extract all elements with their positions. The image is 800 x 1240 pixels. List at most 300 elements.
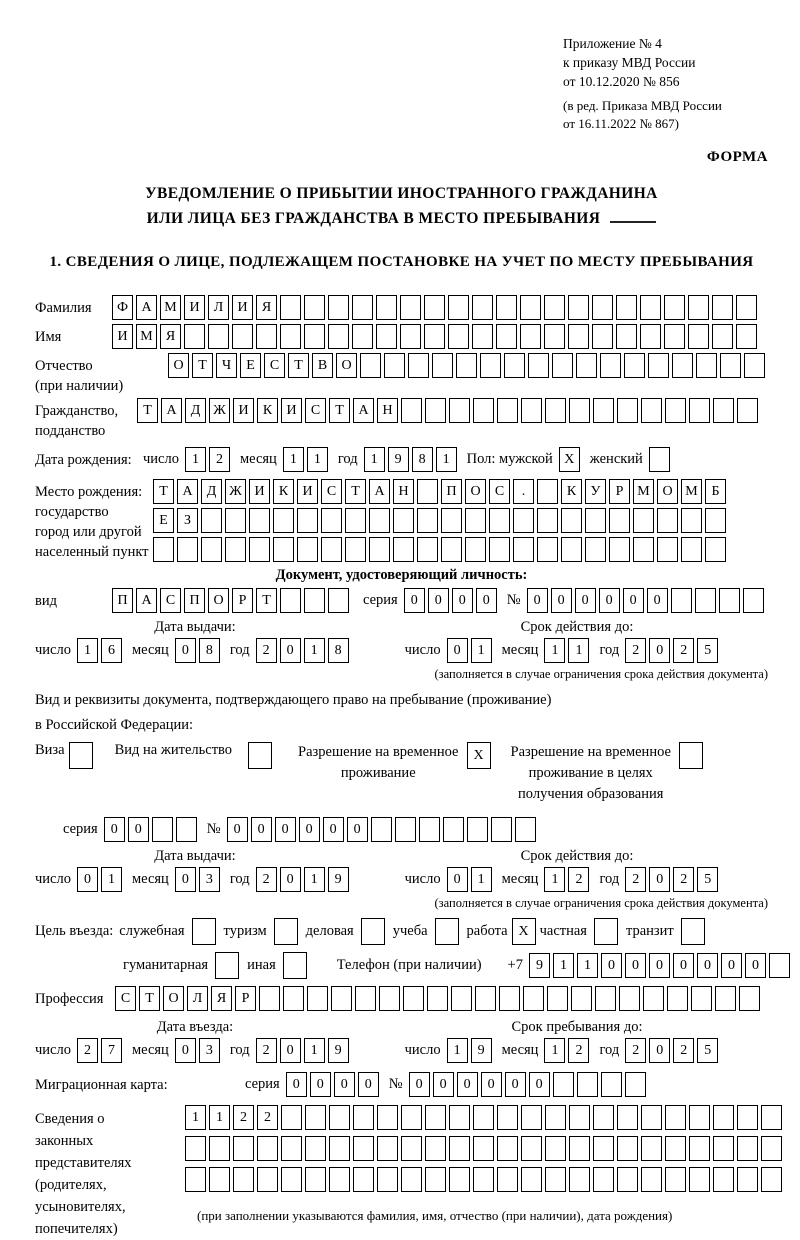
char-cell[interactable] xyxy=(496,295,517,320)
char-cell[interactable] xyxy=(283,986,304,1011)
char-cell[interactable] xyxy=(401,1105,422,1130)
char-cell[interactable]: 9 xyxy=(388,447,409,472)
char-cell[interactable] xyxy=(352,295,373,320)
char-cell[interactable]: 0 xyxy=(280,867,301,892)
char-cell[interactable]: 2 xyxy=(233,1105,254,1130)
char-cell[interactable] xyxy=(641,1136,662,1161)
char-cell[interactable] xyxy=(569,1105,590,1130)
char-cell[interactable] xyxy=(547,986,568,1011)
char-cell[interactable] xyxy=(329,1136,350,1161)
char-cell[interactable]: 0 xyxy=(347,817,368,842)
char-cell[interactable]: 1 xyxy=(304,867,325,892)
char-cell[interactable] xyxy=(665,1136,686,1161)
char-cell[interactable] xyxy=(537,508,558,533)
char-cell[interactable] xyxy=(208,324,229,349)
char-cell[interactable] xyxy=(417,479,438,504)
char-cell[interactable] xyxy=(371,817,392,842)
title-blank-line[interactable] xyxy=(610,207,656,223)
char-cell[interactable] xyxy=(713,1136,734,1161)
char-cell[interactable]: П xyxy=(112,588,133,613)
char-cell[interactable]: 5 xyxy=(697,638,718,663)
char-cell[interactable]: М xyxy=(136,324,157,349)
char-cell[interactable] xyxy=(201,537,222,562)
char-cell[interactable]: 1 xyxy=(471,867,492,892)
char-cell[interactable]: Ч xyxy=(216,353,237,378)
char-cell[interactable]: З xyxy=(177,508,198,533)
char-cell[interactable] xyxy=(480,353,501,378)
char-cell[interactable] xyxy=(451,986,472,1011)
char-cell[interactable] xyxy=(665,398,686,423)
char-cell[interactable]: 5 xyxy=(697,867,718,892)
char-cell[interactable]: 0 xyxy=(649,867,670,892)
char-cell[interactable]: 8 xyxy=(412,447,433,472)
char-cell[interactable]: А xyxy=(369,479,390,504)
char-cell[interactable] xyxy=(257,1167,278,1192)
char-cell[interactable] xyxy=(152,817,173,842)
char-cell[interactable]: С xyxy=(160,588,181,613)
char-cell[interactable] xyxy=(521,1105,542,1130)
char-cell[interactable]: X xyxy=(559,447,580,472)
char-cell[interactable] xyxy=(280,588,301,613)
char-cell[interactable]: Т xyxy=(256,588,277,613)
char-cell[interactable]: Т xyxy=(153,479,174,504)
char-cell[interactable] xyxy=(467,817,488,842)
char-cell[interactable] xyxy=(585,537,606,562)
char-cell[interactable] xyxy=(667,986,688,1011)
char-cell[interactable] xyxy=(472,324,493,349)
char-cell[interactable] xyxy=(664,324,685,349)
char-cell[interactable] xyxy=(545,1105,566,1130)
char-cell[interactable] xyxy=(691,986,712,1011)
char-cell[interactable]: С xyxy=(305,398,326,423)
char-cell[interactable] xyxy=(513,537,534,562)
char-cell[interactable] xyxy=(425,1105,446,1130)
char-cell[interactable]: 3 xyxy=(199,1038,220,1063)
char-cell[interactable]: 0 xyxy=(175,638,196,663)
char-cell[interactable] xyxy=(376,295,397,320)
char-cell[interactable]: Р xyxy=(235,986,256,1011)
char-cell[interactable] xyxy=(577,1072,598,1097)
char-cell[interactable]: Ф xyxy=(112,295,133,320)
char-cell[interactable] xyxy=(713,1167,734,1192)
char-cell[interactable]: . xyxy=(513,479,534,504)
char-cell[interactable] xyxy=(681,508,702,533)
char-cell[interactable] xyxy=(649,447,670,472)
char-cell[interactable]: К xyxy=(257,398,278,423)
char-cell[interactable]: 9 xyxy=(328,1038,349,1063)
char-cell[interactable]: Ж xyxy=(225,479,246,504)
char-cell[interactable] xyxy=(353,1136,374,1161)
char-cell[interactable]: 0 xyxy=(358,1072,379,1097)
char-cell[interactable]: В xyxy=(312,353,333,378)
char-cell[interactable] xyxy=(209,1167,230,1192)
char-cell[interactable]: 1 xyxy=(304,638,325,663)
char-cell[interactable] xyxy=(689,398,710,423)
char-cell[interactable]: 0 xyxy=(251,817,272,842)
char-cell[interactable]: 2 xyxy=(256,638,277,663)
char-cell[interactable] xyxy=(473,1105,494,1130)
char-cell[interactable]: С xyxy=(489,479,510,504)
char-cell[interactable] xyxy=(705,537,726,562)
char-cell[interactable] xyxy=(305,1136,326,1161)
char-cell[interactable]: 0 xyxy=(697,953,718,978)
char-cell[interactable] xyxy=(528,353,549,378)
char-cell[interactable] xyxy=(521,1136,542,1161)
char-cell[interactable]: 0 xyxy=(721,953,742,978)
char-cell[interactable] xyxy=(520,295,541,320)
char-cell[interactable]: 0 xyxy=(649,1038,670,1063)
char-cell[interactable] xyxy=(497,1105,518,1130)
char-cell[interactable] xyxy=(695,588,716,613)
char-cell[interactable] xyxy=(353,1105,374,1130)
char-cell[interactable] xyxy=(360,353,381,378)
char-cell[interactable] xyxy=(571,986,592,1011)
char-cell[interactable] xyxy=(435,918,459,945)
char-cell[interactable] xyxy=(201,508,222,533)
char-cell[interactable] xyxy=(600,353,621,378)
char-cell[interactable] xyxy=(473,1136,494,1161)
char-cell[interactable] xyxy=(576,353,597,378)
char-cell[interactable] xyxy=(523,986,544,1011)
char-cell[interactable] xyxy=(657,537,678,562)
char-cell[interactable] xyxy=(497,1136,518,1161)
char-cell[interactable] xyxy=(395,817,416,842)
char-cell[interactable] xyxy=(489,508,510,533)
char-cell[interactable] xyxy=(273,508,294,533)
char-cell[interactable] xyxy=(617,1105,638,1130)
char-cell[interactable]: 0 xyxy=(529,1072,550,1097)
char-cell[interactable] xyxy=(689,1136,710,1161)
char-cell[interactable] xyxy=(743,588,764,613)
char-cell[interactable]: Т xyxy=(345,479,366,504)
char-cell[interactable] xyxy=(403,986,424,1011)
char-cell[interactable]: 0 xyxy=(575,588,596,613)
char-cell[interactable]: 0 xyxy=(227,817,248,842)
char-cell[interactable]: 2 xyxy=(625,1038,646,1063)
char-cell[interactable]: 8 xyxy=(199,638,220,663)
char-cell[interactable] xyxy=(592,324,613,349)
char-cell[interactable]: 6 xyxy=(101,638,122,663)
char-cell[interactable] xyxy=(537,479,558,504)
char-cell[interactable] xyxy=(369,537,390,562)
char-cell[interactable] xyxy=(427,986,448,1011)
char-cell[interactable] xyxy=(401,1136,422,1161)
char-cell[interactable] xyxy=(665,1105,686,1130)
char-cell[interactable] xyxy=(473,398,494,423)
char-cell[interactable] xyxy=(408,353,429,378)
char-cell[interactable] xyxy=(545,1167,566,1192)
char-cell[interactable] xyxy=(689,1167,710,1192)
char-cell[interactable]: 0 xyxy=(104,817,125,842)
char-cell[interactable] xyxy=(393,537,414,562)
char-cell[interactable]: А xyxy=(136,295,157,320)
char-cell[interactable] xyxy=(761,1136,782,1161)
char-cell[interactable] xyxy=(497,398,518,423)
char-cell[interactable]: С xyxy=(264,353,285,378)
char-cell[interactable]: И xyxy=(112,324,133,349)
char-cell[interactable] xyxy=(185,1136,206,1161)
char-cell[interactable]: 1 xyxy=(436,447,457,472)
char-cell[interactable] xyxy=(328,588,349,613)
char-cell[interactable] xyxy=(497,1167,518,1192)
char-cell[interactable] xyxy=(672,353,693,378)
char-cell[interactable] xyxy=(609,537,630,562)
char-cell[interactable] xyxy=(569,398,590,423)
char-cell[interactable] xyxy=(281,1136,302,1161)
char-cell[interactable] xyxy=(432,353,453,378)
char-cell[interactable] xyxy=(617,1167,638,1192)
char-cell[interactable] xyxy=(769,953,790,978)
char-cell[interactable] xyxy=(569,1167,590,1192)
char-cell[interactable] xyxy=(281,1105,302,1130)
char-cell[interactable] xyxy=(641,1105,662,1130)
char-cell[interactable]: И xyxy=(297,479,318,504)
char-cell[interactable] xyxy=(568,324,589,349)
char-cell[interactable]: О xyxy=(657,479,678,504)
char-cell[interactable] xyxy=(592,295,613,320)
char-cell[interactable]: Д xyxy=(201,479,222,504)
char-cell[interactable]: 2 xyxy=(673,1038,694,1063)
char-cell[interactable] xyxy=(361,918,385,945)
char-cell[interactable]: С xyxy=(321,479,342,504)
char-cell[interactable]: 2 xyxy=(256,1038,277,1063)
char-cell[interactable] xyxy=(640,295,661,320)
char-cell[interactable]: 0 xyxy=(673,953,694,978)
char-cell[interactable] xyxy=(616,295,637,320)
char-cell[interactable] xyxy=(617,398,638,423)
char-cell[interactable]: Д xyxy=(185,398,206,423)
char-cell[interactable]: 1 xyxy=(544,638,565,663)
char-cell[interactable] xyxy=(417,537,438,562)
char-cell[interactable]: Л xyxy=(187,986,208,1011)
char-cell[interactable] xyxy=(280,295,301,320)
char-cell[interactable]: 1 xyxy=(568,638,589,663)
char-cell[interactable]: 0 xyxy=(323,817,344,842)
char-cell[interactable] xyxy=(737,1136,758,1161)
char-cell[interactable]: 0 xyxy=(476,588,497,613)
char-cell[interactable] xyxy=(400,324,421,349)
char-cell[interactable] xyxy=(520,324,541,349)
char-cell[interactable] xyxy=(569,1136,590,1161)
char-cell[interactable] xyxy=(345,537,366,562)
char-cell[interactable] xyxy=(545,398,566,423)
char-cell[interactable] xyxy=(401,1167,422,1192)
char-cell[interactable] xyxy=(449,1167,470,1192)
char-cell[interactable] xyxy=(273,537,294,562)
char-cell[interactable]: 2 xyxy=(209,447,230,472)
char-cell[interactable]: 2 xyxy=(625,638,646,663)
char-cell[interactable] xyxy=(297,537,318,562)
char-cell[interactable]: Я xyxy=(256,295,277,320)
char-cell[interactable]: X xyxy=(467,742,491,769)
char-cell[interactable] xyxy=(624,353,645,378)
char-cell[interactable] xyxy=(688,295,709,320)
char-cell[interactable]: 0 xyxy=(280,1038,301,1063)
char-cell[interactable] xyxy=(719,588,740,613)
char-cell[interactable] xyxy=(329,1167,350,1192)
char-cell[interactable]: Т xyxy=(137,398,158,423)
char-cell[interactable] xyxy=(736,295,757,320)
char-cell[interactable] xyxy=(249,537,270,562)
char-cell[interactable] xyxy=(489,537,510,562)
char-cell[interactable] xyxy=(633,508,654,533)
char-cell[interactable] xyxy=(593,1105,614,1130)
char-cell[interactable] xyxy=(515,817,536,842)
char-cell[interactable]: А xyxy=(353,398,374,423)
char-cell[interactable] xyxy=(617,1136,638,1161)
char-cell[interactable]: А xyxy=(177,479,198,504)
char-cell[interactable] xyxy=(283,952,307,979)
char-cell[interactable] xyxy=(465,537,486,562)
char-cell[interactable]: К xyxy=(561,479,582,504)
char-cell[interactable]: 0 xyxy=(404,588,425,613)
char-cell[interactable]: М xyxy=(681,479,702,504)
char-cell[interactable] xyxy=(176,817,197,842)
char-cell[interactable]: 2 xyxy=(625,867,646,892)
char-cell[interactable]: М xyxy=(160,295,181,320)
char-cell[interactable]: О xyxy=(465,479,486,504)
char-cell[interactable] xyxy=(713,398,734,423)
char-cell[interactable] xyxy=(593,398,614,423)
char-cell[interactable] xyxy=(393,508,414,533)
char-cell[interactable]: Е xyxy=(240,353,261,378)
char-cell[interactable]: Т xyxy=(139,986,160,1011)
char-cell[interactable] xyxy=(553,1072,574,1097)
char-cell[interactable] xyxy=(616,324,637,349)
char-cell[interactable] xyxy=(225,537,246,562)
char-cell[interactable] xyxy=(424,295,445,320)
char-cell[interactable]: Т xyxy=(192,353,213,378)
char-cell[interactable]: 2 xyxy=(257,1105,278,1130)
char-cell[interactable] xyxy=(184,324,205,349)
char-cell[interactable] xyxy=(499,986,520,1011)
char-cell[interactable] xyxy=(274,918,298,945)
char-cell[interactable] xyxy=(681,918,705,945)
char-cell[interactable]: 1 xyxy=(544,867,565,892)
char-cell[interactable]: 0 xyxy=(334,1072,355,1097)
char-cell[interactable] xyxy=(417,508,438,533)
char-cell[interactable]: К xyxy=(273,479,294,504)
char-cell[interactable]: Я xyxy=(211,986,232,1011)
char-cell[interactable]: 1 xyxy=(307,447,328,472)
char-cell[interactable] xyxy=(448,295,469,320)
char-cell[interactable]: У xyxy=(585,479,606,504)
char-cell[interactable]: А xyxy=(136,588,157,613)
char-cell[interactable]: 0 xyxy=(625,953,646,978)
char-cell[interactable]: 0 xyxy=(649,953,670,978)
char-cell[interactable]: 0 xyxy=(623,588,644,613)
char-cell[interactable] xyxy=(705,508,726,533)
char-cell[interactable] xyxy=(257,1136,278,1161)
char-cell[interactable] xyxy=(737,398,758,423)
char-cell[interactable]: Н xyxy=(377,398,398,423)
char-cell[interactable]: 0 xyxy=(481,1072,502,1097)
char-cell[interactable]: 0 xyxy=(77,867,98,892)
char-cell[interactable] xyxy=(297,508,318,533)
char-cell[interactable] xyxy=(475,986,496,1011)
char-cell[interactable] xyxy=(401,398,422,423)
char-cell[interactable]: 0 xyxy=(299,817,320,842)
char-cell[interactable] xyxy=(441,508,462,533)
char-cell[interactable]: 0 xyxy=(457,1072,478,1097)
char-cell[interactable] xyxy=(305,1167,326,1192)
char-cell[interactable]: Н xyxy=(393,479,414,504)
char-cell[interactable] xyxy=(321,508,342,533)
char-cell[interactable]: 0 xyxy=(428,588,449,613)
char-cell[interactable] xyxy=(233,1136,254,1161)
char-cell[interactable]: 2 xyxy=(256,867,277,892)
char-cell[interactable]: 8 xyxy=(328,638,349,663)
char-cell[interactable] xyxy=(657,508,678,533)
char-cell[interactable]: С xyxy=(115,986,136,1011)
char-cell[interactable]: О xyxy=(163,986,184,1011)
char-cell[interactable]: 2 xyxy=(673,638,694,663)
char-cell[interactable] xyxy=(153,537,174,562)
char-cell[interactable]: 5 xyxy=(697,1038,718,1063)
char-cell[interactable] xyxy=(561,508,582,533)
char-cell[interactable] xyxy=(449,398,470,423)
char-cell[interactable]: О xyxy=(168,353,189,378)
char-cell[interactable]: И xyxy=(249,479,270,504)
char-cell[interactable] xyxy=(679,742,703,769)
char-cell[interactable] xyxy=(641,1167,662,1192)
char-cell[interactable] xyxy=(379,986,400,1011)
char-cell[interactable] xyxy=(369,508,390,533)
char-cell[interactable]: И xyxy=(184,295,205,320)
char-cell[interactable]: 0 xyxy=(175,867,196,892)
char-cell[interactable] xyxy=(185,1167,206,1192)
char-cell[interactable] xyxy=(595,986,616,1011)
char-cell[interactable] xyxy=(568,295,589,320)
char-cell[interactable] xyxy=(504,353,525,378)
char-cell[interactable] xyxy=(424,324,445,349)
char-cell[interactable]: П xyxy=(184,588,205,613)
char-cell[interactable]: 0 xyxy=(128,817,149,842)
char-cell[interactable] xyxy=(473,1167,494,1192)
char-cell[interactable]: 9 xyxy=(328,867,349,892)
char-cell[interactable] xyxy=(671,588,692,613)
char-cell[interactable] xyxy=(513,508,534,533)
char-cell[interactable]: 0 xyxy=(310,1072,331,1097)
char-cell[interactable] xyxy=(441,537,462,562)
char-cell[interactable]: 0 xyxy=(275,817,296,842)
char-cell[interactable]: Ж xyxy=(209,398,230,423)
char-cell[interactable] xyxy=(593,1167,614,1192)
char-cell[interactable] xyxy=(491,817,512,842)
char-cell[interactable] xyxy=(259,986,280,1011)
char-cell[interactable]: 1 xyxy=(185,1105,206,1130)
char-cell[interactable] xyxy=(633,537,654,562)
char-cell[interactable] xyxy=(353,1167,374,1192)
char-cell[interactable] xyxy=(419,817,440,842)
char-cell[interactable] xyxy=(688,324,709,349)
char-cell[interactable]: 0 xyxy=(433,1072,454,1097)
char-cell[interactable] xyxy=(545,1136,566,1161)
char-cell[interactable]: И xyxy=(281,398,302,423)
char-cell[interactable] xyxy=(449,1105,470,1130)
char-cell[interactable]: 0 xyxy=(447,638,468,663)
char-cell[interactable] xyxy=(521,398,542,423)
char-cell[interactable] xyxy=(648,353,669,378)
char-cell[interactable]: 1 xyxy=(577,953,598,978)
char-cell[interactable]: Р xyxy=(232,588,253,613)
char-cell[interactable]: 3 xyxy=(199,867,220,892)
char-cell[interactable] xyxy=(345,508,366,533)
char-cell[interactable] xyxy=(305,1105,326,1130)
char-cell[interactable] xyxy=(304,588,325,613)
char-cell[interactable] xyxy=(256,324,277,349)
char-cell[interactable]: 1 xyxy=(77,638,98,663)
